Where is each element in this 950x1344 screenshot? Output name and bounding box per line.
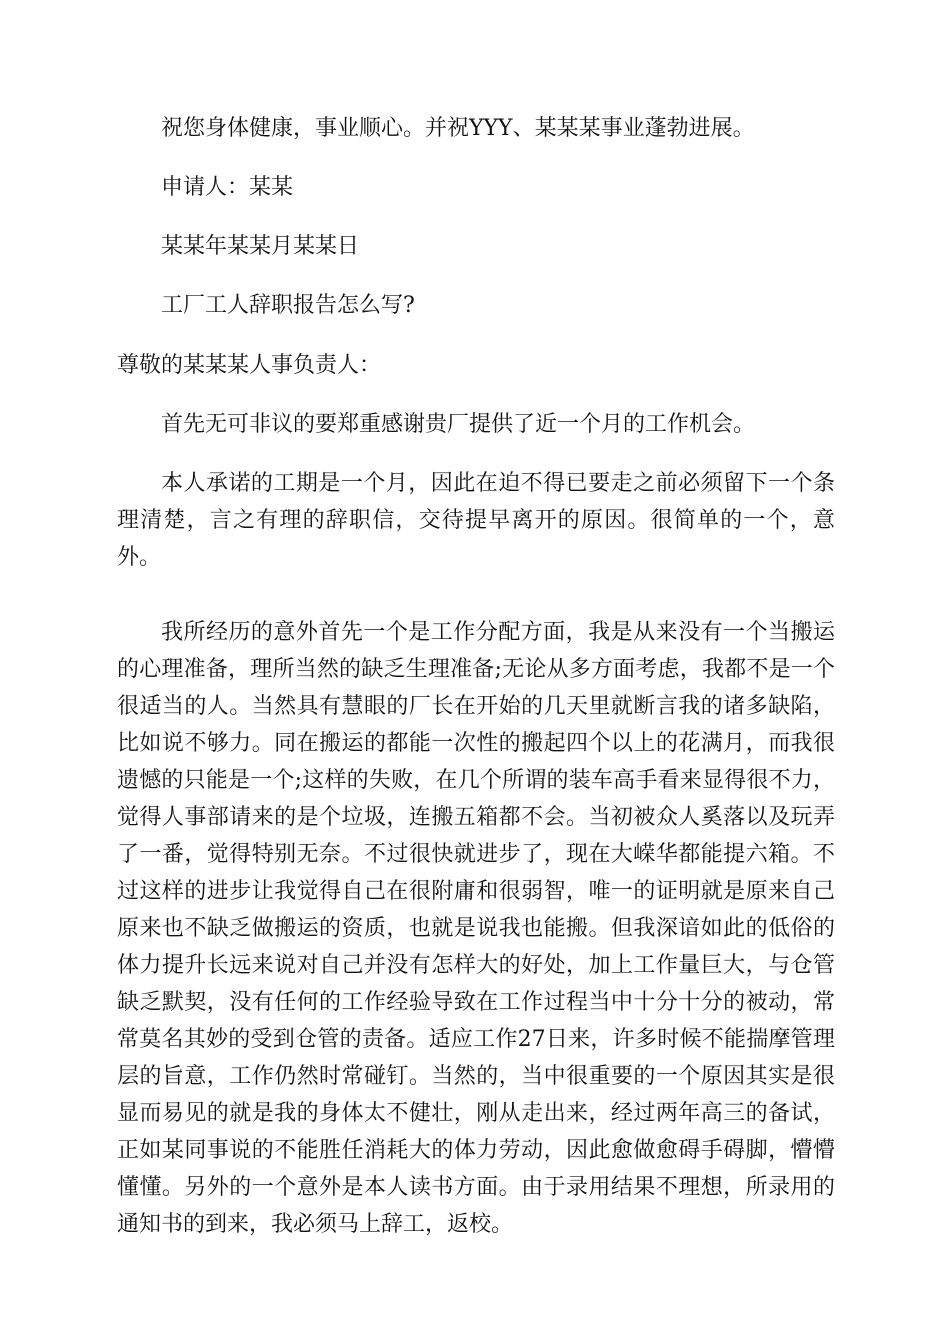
paragraph-thanks: 首先无可非议的要郑重感谢贵厂提供了近一个月的工作机会。	[161, 412, 756, 437]
date-line: 某某年某某月某某日	[161, 234, 360, 259]
salutation: 尊敬的某某某人事负责人：	[117, 353, 382, 378]
paragraph-reason-detail: 我所经历的意外首先一个是工作分配方面，我是从来没有一个当搬运的心理准备，理所当然的缺乏生理准备;无论从多方面考虑，我都不是一个很适当的人。当然具有慧眼的厂长在开始的几天里就断言我的诸多缺陷，比如说不够力。同在搬运的都能一次性的搬起四个以上的花满月，而我很遗憾的只能是一个;这样的失败，在几个所谓的装车高手看来显得很不力，觉得人事部请来的是个垃圾，连搬五箱都不会。当初被众人奚落以及玩弄了一番，觉得特别无奈。不过很快就进步了，现在大嵘华都能提六箱。不过这样的进步让我觉得自己在很附庸和很弱智，唯一的证明就是原来自己原来也不缺乏做搬运的资质，也就是说我也能搬。但我深谙如此的低俗的体力提升长远来说对自己并没有怎样大的好处，加上工作量巨大，与仓管缺乏默契，没有任何的工作经验导致在工作过程当中十分十分的被动，常常莫名其妙的受到仓管的责备。适应工作27日来，许多时候不能揣摩管理层的旨意，工作仍然时常碰钉。当然的，当中很重要的一个原因其实是很显而易见的就是我的身体太不健壮，刚从走出来，经过两年高三的备试，正如某同事说的不能胜任消耗大的体力劳动，因此愈做愈碍手碍脚，懵懵懂懂。另外的一个意外是本人读书方面。由于录用结果不理想，所录用的通知书的到来，我必须马上辞工，返校。	[117, 620, 835, 1237]
section-title: 工厂工人辞职报告怎么写?	[161, 293, 415, 318]
paragraph-reason-intro: 本人承诺的工期是一个月，因此在迫不得已要走之前必须留下一个条理清楚，言之有理的辞职信，交待提早离开的原因。很简单的一个，意外。	[117, 471, 835, 570]
closing-wishes: 祝您身体健康，事业顺心。并祝YYY、某某某事业蓬勃进展。	[161, 116, 755, 141]
document-body	[117, 110, 835, 1243]
applicant-line: 申请人：某某	[161, 175, 294, 200]
